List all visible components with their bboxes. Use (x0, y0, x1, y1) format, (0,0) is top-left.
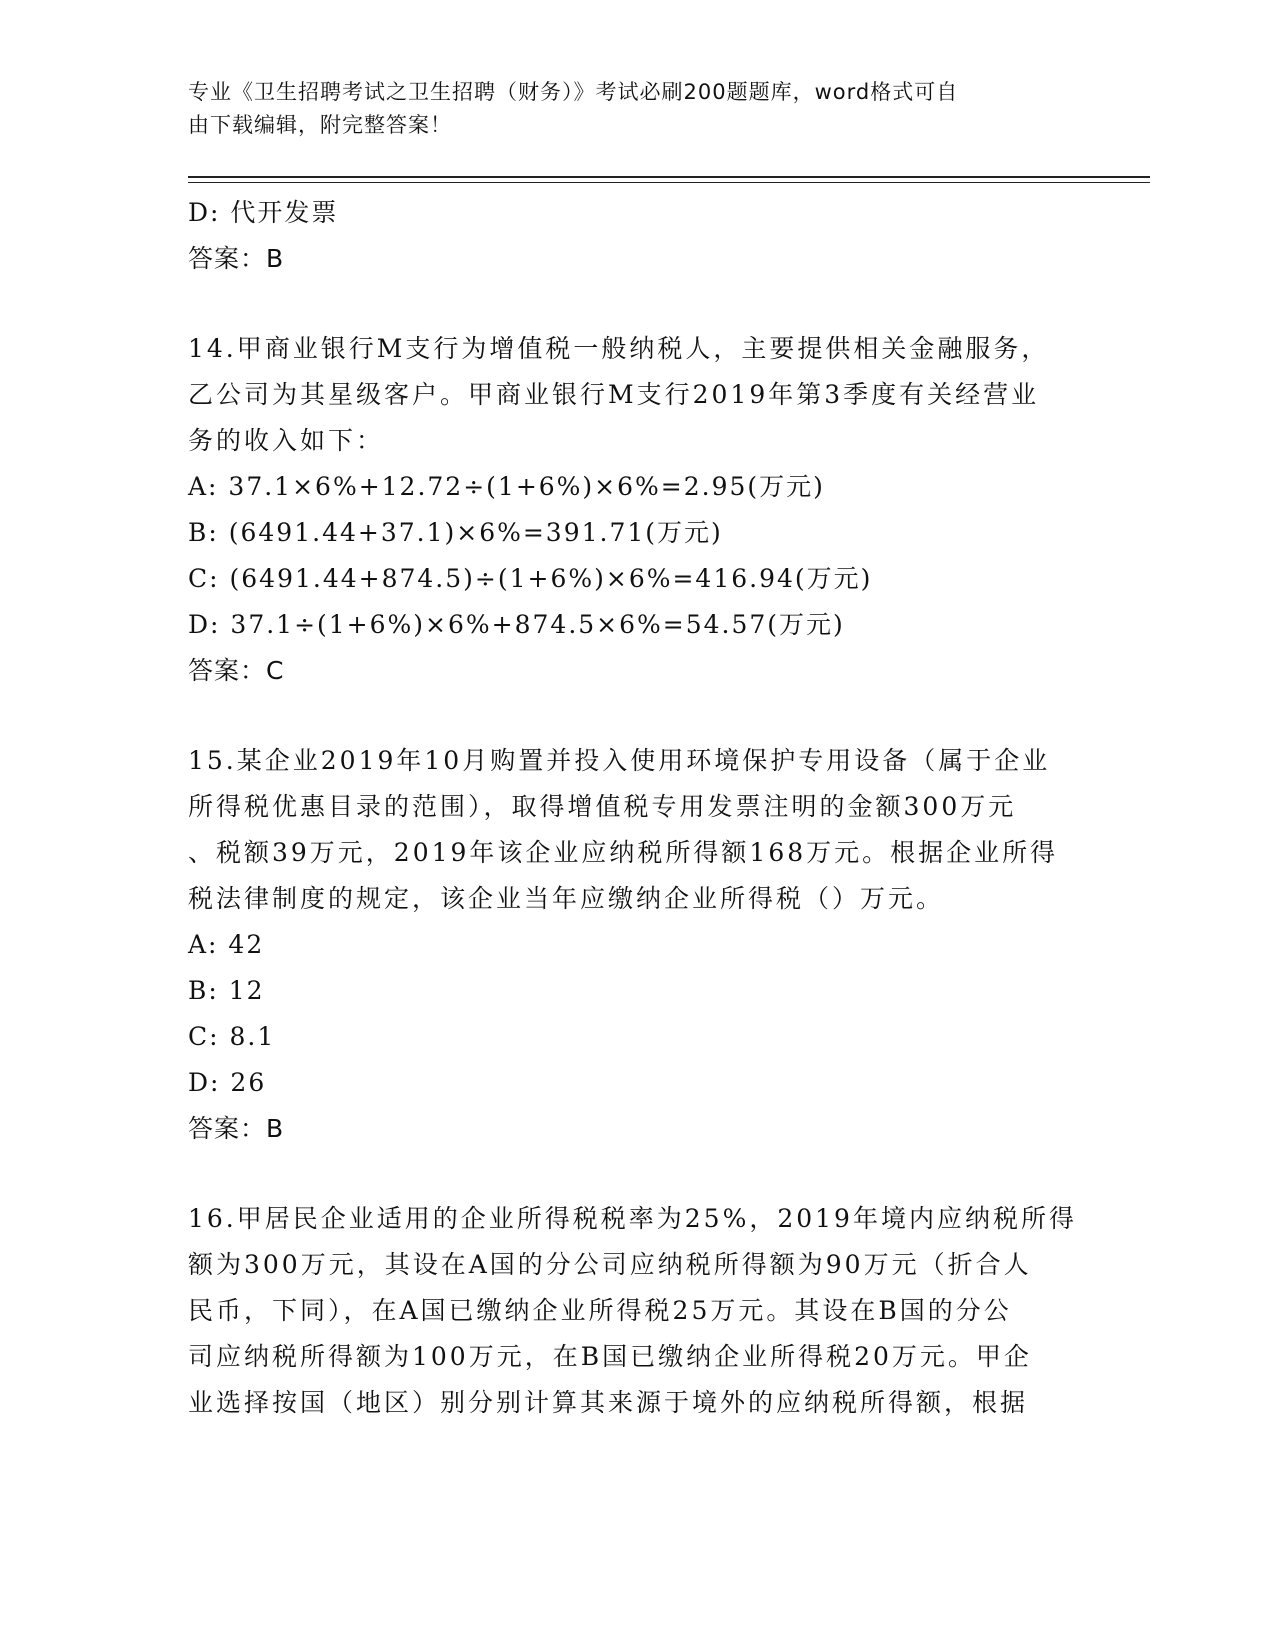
question-14-text-line-2: 乙公司为其星级客户。甲商业银行M支行2019年第3季度有关经营业 (188, 380, 1040, 409)
question-14-answer: 答案：C (188, 656, 285, 685)
question-15-option-c: C: 8.1 (188, 1022, 276, 1051)
question-14-option-b: B: (6491.44+37.1)×6%=391.71(万元) (188, 518, 723, 547)
question-gap (188, 694, 1088, 738)
header-line-1: 专业《卫生招聘考试之卫生招聘（财务）》考试必刷200题题库，word格式可自 (188, 80, 959, 104)
question-gap (188, 282, 1088, 326)
question-14-option-a: A: 37.1×6%+12.72÷(1+6%)×6%=2.95(万元) (188, 472, 825, 501)
question-16 (188, 1196, 1088, 1426)
question-16-text-line-4: 司应纳税所得额为100万元，在B国已缴纳企业所得税20万元。甲企 (188, 1342, 1032, 1371)
question-15-text-line-2: 所得税优惠目录的范围），取得增值税专用发票注明的金额300万元 (188, 792, 1017, 821)
header-rule-thin (188, 182, 1150, 183)
question-15-option-d: D: 26 (188, 1068, 267, 1097)
question-15-option-a: A: 42 (188, 930, 265, 959)
question-14-option-c: C: (6491.44+874.5)÷(1+6%)×6%=416.94(万元) (188, 564, 873, 593)
question-15 (188, 738, 1088, 1152)
question-15-text-line-3: 、税额39万元，2019年该企业应纳税所得额168万元。根据企业所得 (188, 838, 1059, 867)
answer-line: 答案：B (188, 244, 285, 273)
question-16-text-line-2: 额为300万元，其设在A国的分公司应纳税所得额为90万元（折合人 (188, 1250, 1032, 1279)
question-14-text-line-3: 务的收入如下： (188, 426, 385, 455)
question-14-text-line-1: 14.甲商业银行M支行为增值税一般纳税人，主要提供相关金融服务， (188, 334, 1050, 363)
question-16-text-line-5: 业选择按国（地区）别分别计算其来源于境外的应纳税所得额，根据 (188, 1388, 1029, 1417)
header-line-2: 由下载编辑，附完整答案！ (188, 113, 452, 137)
question-gap (188, 1152, 1088, 1196)
question-16-text-line-3: 民币，下同），在A国已缴纳企业所得税25万元。其设在B国的分公 (188, 1296, 1012, 1325)
question-13-tail (188, 190, 1088, 282)
option-d: D: 代开发票 (188, 198, 339, 227)
question-14-option-d: D: 37.1÷(1+6%)×6%+874.5×6%=54.57(万元) (188, 610, 845, 639)
header-rule-thick (188, 176, 1150, 178)
document-header (188, 76, 1068, 142)
document-body (188, 190, 1088, 1426)
question-15-text-line-4: 税法律制度的规定，该企业当年应缴纳企业所得税（）万元。 (188, 884, 945, 913)
question-15-answer: 答案：B (188, 1114, 285, 1143)
question-15-text-line-1: 15.某企业2019年10月购置并投入使用环境保护专用设备（属于企业 (188, 746, 1051, 775)
question-15-option-b: B: 12 (188, 976, 265, 1005)
question-16-text-line-1: 16.甲居民企业适用的企业所得税税率为25%，2019年境内应纳税所得 (188, 1204, 1077, 1233)
question-14 (188, 326, 1088, 694)
